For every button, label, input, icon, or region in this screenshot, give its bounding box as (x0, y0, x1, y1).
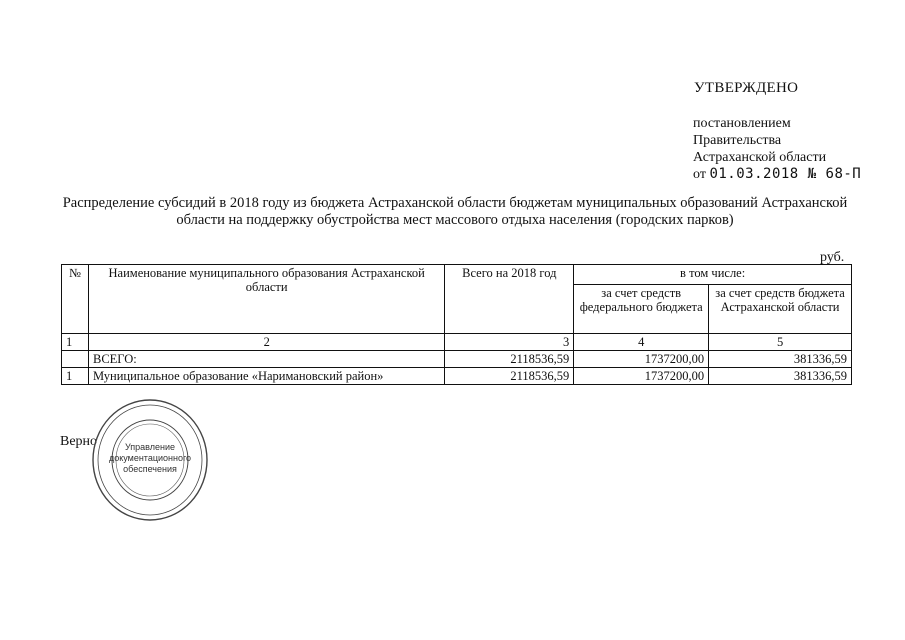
date-prefix: от (693, 167, 706, 182)
col-number-4: 4 (574, 334, 709, 351)
col-number-3: 3 (445, 334, 574, 351)
cell-num (62, 351, 89, 368)
header-federal: за счет средств федерального бюджета (574, 285, 709, 334)
col-number-1: 1 (62, 334, 89, 351)
approval-line-2: Правительства (693, 133, 782, 148)
approved-heading: УТВЕРЖДЕНО (694, 80, 799, 96)
header-regional: за счет средств бюджета Астраханской области (709, 285, 852, 334)
col-number-2: 2 (88, 334, 444, 351)
document-title: Распределение субсидий в 2018 году из бюджета Астраханской области бюджетам муниципальных образований Астраханской области на поддержку обустройства мест массового отдыха населения (городских парков) (62, 195, 848, 228)
cell-regional: 381336,59 (709, 368, 852, 385)
currency-unit: руб. (820, 250, 845, 265)
col-number-5: 5 (709, 334, 852, 351)
cell-num: 1 (62, 368, 89, 385)
cell-regional: 381336,59 (709, 351, 852, 368)
table-row (62, 368, 852, 385)
date-stamp: 01.03.2018 № 68-П (709, 166, 862, 182)
cell-federal: 1737200,00 (574, 368, 709, 385)
cell-total: 2118536,59 (445, 351, 574, 368)
verno-label: Верно (60, 434, 98, 449)
approval-block (693, 115, 861, 183)
header-row-1 (62, 265, 852, 285)
approval-line-3: Астраханской области (693, 150, 827, 165)
cell-name: ВСЕГО: (88, 351, 444, 368)
header-name: Наименование муниципального образования Астраханской области (88, 265, 444, 334)
seal-center-text: Управление документационного обеспечения (108, 442, 192, 474)
cell-total: 2118536,59 (445, 368, 574, 385)
column-number-row (62, 334, 852, 351)
approval-line-1: постановлением (693, 116, 791, 131)
cell-federal: 1737200,00 (574, 351, 709, 368)
approval-date-line (693, 166, 861, 183)
cell-name: Муниципальное образование «Наримановский район» (88, 368, 444, 385)
official-seal (90, 398, 210, 528)
header-incl: в том числе: (574, 265, 852, 285)
header-total: Всего на 2018 год (445, 265, 574, 334)
table-row-total (62, 351, 852, 368)
subsidy-table (61, 264, 852, 385)
header-num: № (62, 265, 89, 334)
